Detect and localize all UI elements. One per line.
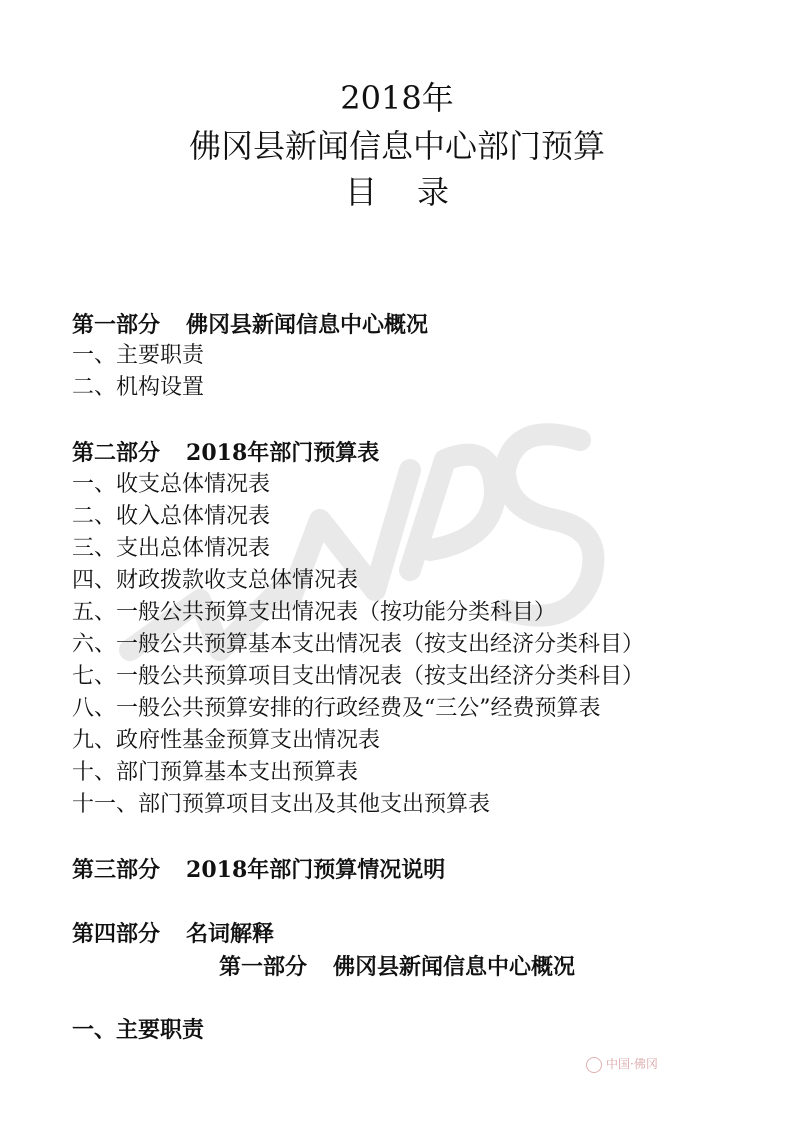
section-subheading: 一、主要职责 — [72, 1017, 205, 1043]
title-toc-b: 录 — [417, 173, 450, 211]
title-toc-a: 目 — [344, 173, 377, 211]
section-name: 佛冈县新闻信息中心概况 — [333, 954, 576, 980]
part2-item: 五、一般公共预算支出情况表（按功能分类科目） — [72, 600, 557, 625]
part3-heading — [72, 855, 445, 885]
part2-item: 四、财政拨款收支总体情况表 — [72, 568, 359, 593]
part4-num: 第四部分 — [72, 921, 161, 947]
part4-name: 名词解释 — [186, 921, 275, 947]
part4-heading — [72, 919, 274, 949]
part2-item: 二、收入总体情况表 — [72, 504, 271, 529]
part2-heading — [72, 438, 379, 468]
part2-item: 九、政府性基金预算支出情况表 — [72, 728, 381, 753]
part2-item: 三、支出总体情况表 — [72, 536, 271, 561]
part1-item: 一、主要职责 — [72, 343, 205, 368]
part1-item: 二、机构设置 — [72, 375, 205, 400]
part2-name: 2018年部门预算表 — [186, 440, 380, 466]
title-toc — [0, 172, 794, 212]
part3-num: 第三部分 — [72, 857, 161, 883]
part2-item: 十、部门预算基本支出预算表 — [72, 760, 359, 785]
part2-item: 十一、部门预算项目支出及其他支出预算表 — [72, 792, 491, 817]
title-org-budget: 佛冈县新闻信息中心部门预算 — [188, 127, 605, 165]
part3-name: 2018年部门预算情况说明 — [186, 857, 446, 883]
part2-item: 八、一般公共预算安排的行政经费及“三公”经费预算表 — [72, 696, 601, 721]
footer-logo — [586, 1055, 658, 1073]
part1-heading — [72, 310, 428, 340]
emblem-icon — [586, 1057, 602, 1073]
section-num: 第一部分 — [218, 954, 307, 980]
title-year: 2018年 — [340, 79, 454, 117]
part2-item: 一、收支总体情况表 — [72, 472, 271, 497]
part2-item: 七、一般公共预算项目支出情况表（按支出经济分类科目） — [72, 664, 645, 689]
part1-num: 第一部分 — [72, 312, 161, 338]
part1-name: 佛冈县新闻信息中心概况 — [186, 312, 429, 338]
footer-logo-text: 中国·佛冈 — [606, 1057, 658, 1071]
part2-item: 六、一般公共预算基本支出情况表（按支出经济分类科目） — [72, 632, 645, 657]
section-title — [0, 952, 794, 982]
part2-num: 第二部分 — [72, 440, 161, 466]
